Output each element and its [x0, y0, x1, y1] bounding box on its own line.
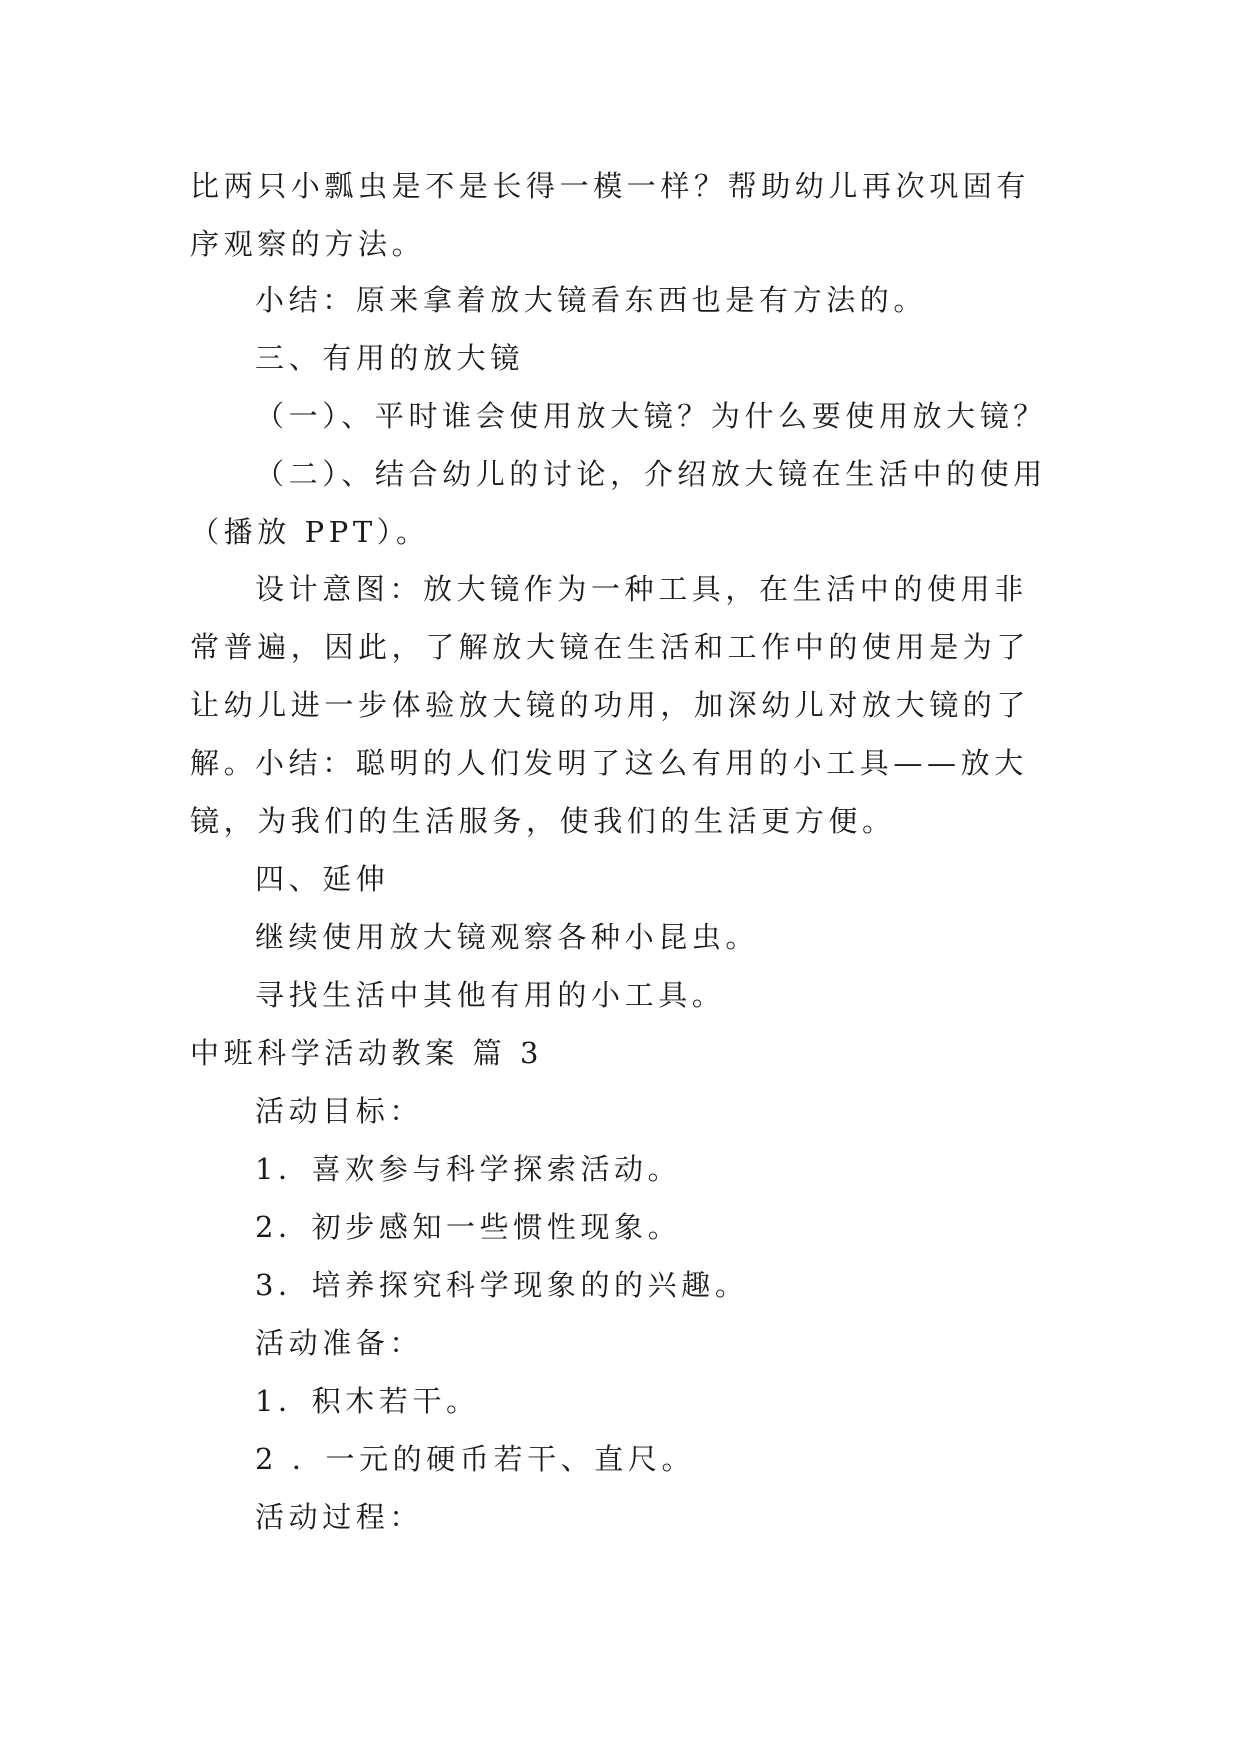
heading-activity-preparation: 活动准备：	[255, 1326, 424, 1360]
paragraph-introduce-usage: （二）、结合幼儿的讨论，介绍放大镜在生活中的使用（播放 PPT）。	[190, 457, 1047, 549]
preparation-item-1: 1．积木若干。	[255, 1384, 480, 1418]
paragraph-summary-useful-tool: 小结：聪明的人们发明了这么有用的小工具——放大镜，为我们的生活服务，使我们的生活更方便。	[190, 746, 1028, 838]
article-title-lesson-3: 中班科学活动教案 篇 3	[190, 1036, 544, 1070]
paragraph-find-tools: 寻找生活中其他有用的小工具。	[255, 978, 726, 1012]
section-heading-extension: 四、延伸	[255, 862, 390, 896]
heading-activity-goals: 活动目标：	[255, 1094, 424, 1128]
paragraph-design-intent: 设计意图：放大镜作为一种工具，在生活中的使用非常普遍，因此，了解放大镜在生活和工作中的使用是为了让幼儿进一步体验放大镜的功用，加深幼儿对放大镜的了解。	[190, 572, 1031, 780]
paragraph-ladybug-comparison: 比两只小瓢虫是不是长得一模一样？帮助幼儿再次巩固有序观察的方法。	[190, 169, 1031, 261]
paragraph-who-uses-magnifier: （一）、平时谁会使用放大镜？为什么要使用放大镜？	[255, 399, 1047, 433]
goal-item-2: 2．初步感知一些惯性现象。	[255, 1210, 682, 1244]
paragraph-observe-insects: 继续使用放大镜观察各种小昆虫。	[255, 920, 760, 954]
goal-item-1: 1．喜欢参与科学探索活动。	[255, 1152, 682, 1186]
heading-activity-process: 活动过程：	[255, 1500, 424, 1534]
section-heading-useful-magnifier: 三、有用的放大镜	[255, 341, 524, 375]
paragraph-summary-method: 小结：原来拿着放大镜看东西也是有方法的。	[255, 283, 928, 317]
goal-item-3: 3．培养探究科学现象的的兴趣。	[255, 1268, 749, 1302]
preparation-item-2: 2 ．一元的硬币若干、直尺。	[255, 1442, 696, 1476]
